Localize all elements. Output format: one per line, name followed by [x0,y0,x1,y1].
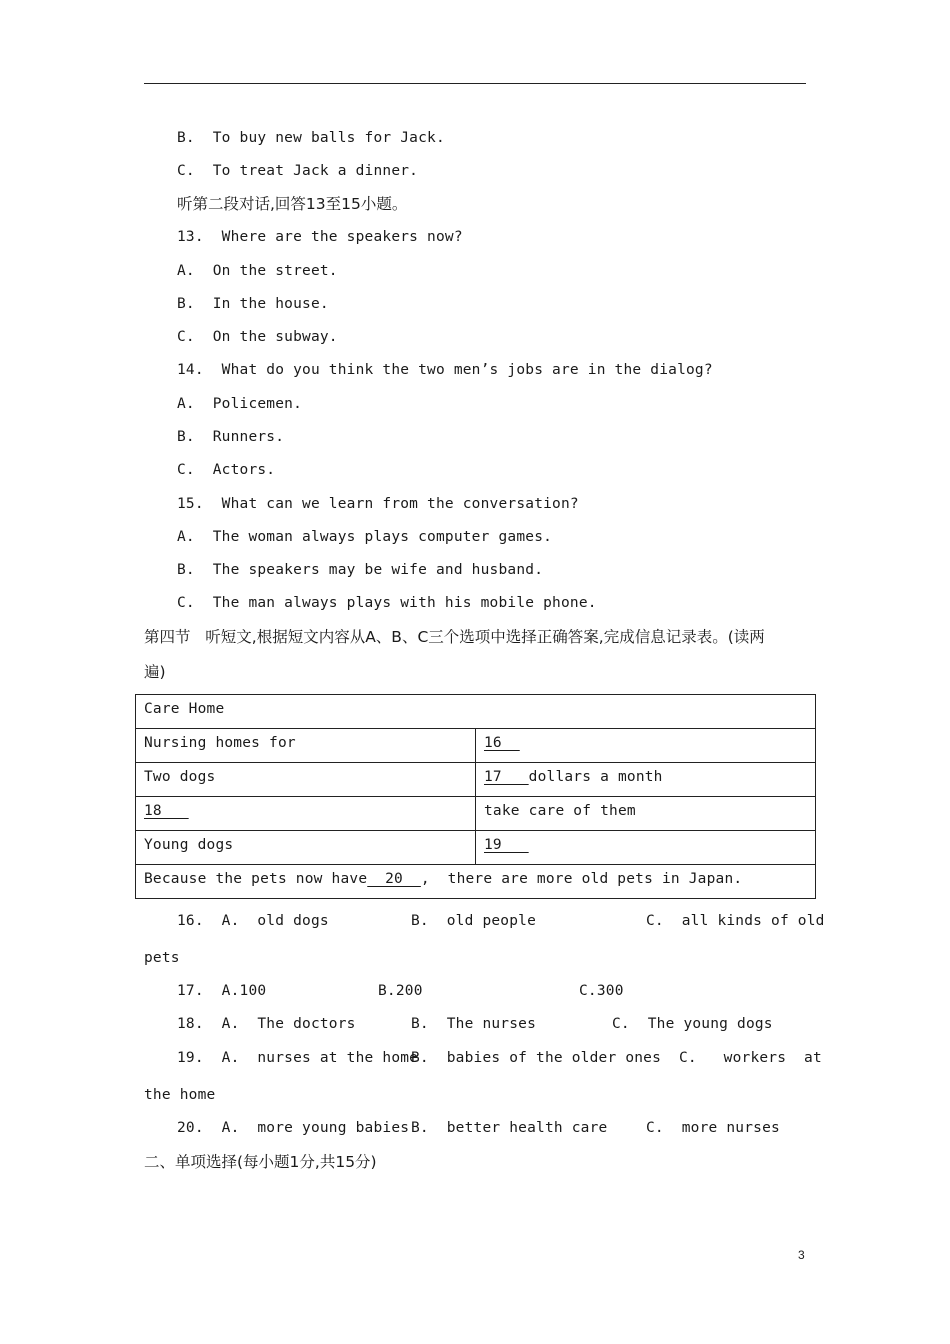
section4-instruction-cont: 遍) [144,663,166,681]
section2-heading: 二、单项选择(每小题1分,共15分) [144,1153,377,1171]
option-15c: C. The man always plays with his mobile phone. [177,595,597,611]
question-14: 14. What do you think the two men’s jobs are in the dialog? [177,362,713,378]
blank-17: 17 [484,769,529,785]
question-15: 15. What can we learn from the conversation? [177,496,579,512]
table-cell: Young dogs [136,831,476,865]
page-number: 3 [798,1248,805,1262]
option-13c: C. On the subway. [177,329,338,345]
table-row [136,695,816,729]
q19-option-a: 19. A. nurses at the home [177,1050,419,1066]
blank-19: 19 [484,837,529,853]
q19-option-b: B. babies of the older ones [411,1050,662,1066]
cell-text: dollars a month [528,769,663,785]
option-14c: C. Actors. [177,462,276,478]
option-12c: C. To treat Jack a dinner. [177,163,419,179]
question-13: 13. Where are the speakers now? [177,229,463,245]
q19-option-c-cont: the home [144,1087,216,1103]
table-cell [136,797,476,831]
option-12b: B. To buy new balls for Jack. [177,130,445,146]
q17-option-c: C.300 [579,983,624,999]
q16-option-b: B. old people [411,913,537,929]
option-15b: B. The speakers may be wife and husband. [177,562,544,578]
table-row [136,831,816,865]
table-cell [476,729,816,763]
q17-option-a: 17. A.100 [177,983,267,999]
blank-18: 18 [144,803,189,819]
q20-option-c: C. more nurses [646,1120,780,1136]
q18-option-c: C. The young dogs [612,1016,773,1032]
table-title: Care Home [136,695,816,729]
blank-16: 16 [484,735,520,751]
option-15a: A. The woman always plays computer games. [177,529,553,545]
q20-option-b: B. better health care [411,1120,608,1136]
table-row [136,865,816,899]
q18-option-a: 18. A. The doctors [177,1016,356,1032]
option-13a: A. On the street. [177,263,338,279]
cell-text: , there are more old pets in Japan. [420,871,743,887]
option-14b: B. Runners. [177,429,285,445]
table-row [136,763,816,797]
table-cell: take care of them [476,797,816,831]
info-record-table [135,694,816,899]
q19-option-c: C. workers at [679,1050,822,1066]
table-footer [136,865,816,899]
option-13b: B. In the house. [177,296,329,312]
section4-instruction: 第四节 听短文,根据短文内容从A、B、C三个选项中选择正确答案,完成信息记录表。(读两 [144,628,765,646]
table-row [136,797,816,831]
q16-option-c: C. all kinds of old [646,913,825,929]
q20-option-a: 20. A. more young babies [177,1120,410,1136]
q17-option-b: B.200 [378,983,423,999]
header-rule [144,83,806,84]
q16-option-a: 16. A. old dogs [177,913,329,929]
q18-option-b: B. The nurses [411,1016,537,1032]
table-cell: Nursing homes for [136,729,476,763]
q16-option-c-cont: pets [144,950,180,966]
dialog2-instruction: 听第二段对话,回答13至15小题。 [177,195,408,213]
table-row [136,729,816,763]
option-14a: A. Policemen. [177,396,303,412]
cell-text: Because the pets now have [144,871,368,887]
table-cell: Two dogs [136,763,476,797]
table-cell [476,831,816,865]
blank-20: 20 [367,871,421,887]
table-cell [476,763,816,797]
